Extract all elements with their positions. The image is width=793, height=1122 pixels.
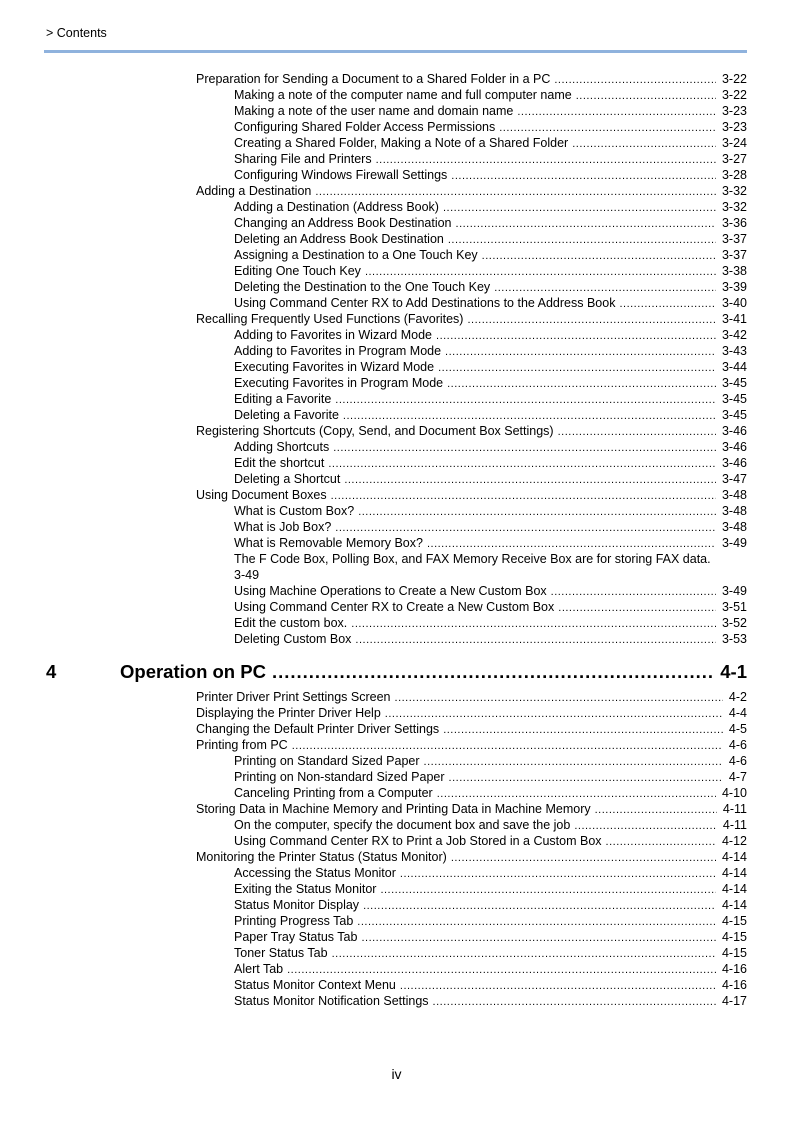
chapter-title: Operation on PC <box>120 661 266 682</box>
toc-entry-level1[interactable] <box>0 71 793 87</box>
toc-entry-title: Adding a Destination (Address Book) <box>234 200 439 214</box>
toc-entry-row <box>234 833 747 850</box>
toc-entry-level2[interactable] <box>0 785 793 801</box>
dot-leader <box>343 408 716 424</box>
toc-entry-page: 3-51 <box>721 600 747 614</box>
dot-leader <box>287 962 716 978</box>
toc-entry-title: Executing Favorites in Wizard Mode <box>234 360 435 374</box>
toc-entry-level2[interactable] <box>0 833 793 849</box>
dot-leader <box>482 248 716 264</box>
toc-entry-level1[interactable] <box>0 705 793 721</box>
toc-entry-title: Changing an Address Book Destination <box>234 216 452 230</box>
dot-leader <box>456 216 716 232</box>
toc-entry-row <box>234 263 747 280</box>
dot-leader <box>606 834 716 850</box>
toc-entry-title: Making a note of the computer name and full computer name <box>234 88 572 102</box>
toc-entry-row <box>196 721 747 738</box>
toc-entry-page: 4-11 <box>722 802 747 816</box>
toc-entry-row <box>196 801 747 818</box>
toc-entry-page: 4-4 <box>728 706 747 720</box>
toc-entry-title: Printing on Non-standard Sized Paper <box>234 770 445 784</box>
toc-entry-level2[interactable] <box>0 769 793 785</box>
dot-leader <box>365 264 716 280</box>
dot-leader <box>448 232 716 248</box>
toc-entry-level1[interactable] <box>0 487 793 503</box>
toc-entry-page: 4-17 <box>721 994 747 1008</box>
toc-entry-page: 3-53 <box>721 632 747 646</box>
toc-entry-title: Adding to Favorites in Wizard Mode <box>234 328 433 342</box>
toc-entry-title: What is Custom Box? <box>234 504 355 518</box>
toc-entry-page: 3-52 <box>721 616 747 630</box>
toc-entry-title: Status Monitor Notification Settings <box>234 994 429 1008</box>
dot-leader <box>400 866 716 882</box>
dot-leader <box>494 280 716 296</box>
toc-entry-page: 3-32 <box>721 200 747 214</box>
toc-entry-title: Recalling Frequently Used Functions (Favorites) <box>196 312 464 326</box>
toc-entry-level2[interactable] <box>0 103 793 119</box>
dot-leader <box>357 914 716 930</box>
toc-entry-page: 4-15 <box>721 930 747 944</box>
toc-entry-page: 3-36 <box>721 216 747 230</box>
toc-entry-level2[interactable] <box>0 535 793 551</box>
dot-leader <box>361 930 716 946</box>
toc-entry-page: 4-6 <box>728 738 747 752</box>
toc-entry-level2[interactable] <box>0 327 793 343</box>
toc-chapter-4[interactable] <box>0 647 793 689</box>
toc-entry-page: 4-2 <box>728 690 747 704</box>
toc-entry-page: 4-10 <box>721 786 747 800</box>
dot-leader <box>595 802 717 818</box>
toc-entry-page: 3-43 <box>721 344 747 358</box>
toc-entry-title: Accessing the Status Monitor <box>234 866 396 880</box>
toc-entry-page: 4-14 <box>721 882 747 896</box>
toc-entry-row <box>234 199 747 216</box>
toc-entry-title: Exiting the Status Monitor <box>234 882 377 896</box>
toc-entry-page: 3-24 <box>721 136 747 150</box>
toc-entry-page: 3-45 <box>721 392 747 406</box>
toc-entry-level1[interactable] <box>0 183 793 199</box>
toc-entry-title: What is Job Box? <box>234 520 332 534</box>
dot-leader <box>443 722 723 738</box>
dot-leader <box>558 424 716 440</box>
toc-entry-page: 3-39 <box>721 280 747 294</box>
toc-entry-row <box>234 103 747 120</box>
toc-entry-page: 3-41 <box>721 312 747 326</box>
dot-leader <box>395 690 723 706</box>
table-of-contents <box>0 71 793 1009</box>
toc-entry-level2[interactable] <box>0 865 793 881</box>
dot-leader <box>331 488 716 504</box>
toc-entry-title: Registering Shortcuts (Copy, Send, and Document Box Settings) <box>196 424 554 438</box>
toc-entry-level2[interactable] <box>0 961 793 977</box>
toc-entry-row <box>234 615 747 632</box>
toc-entry-page: 4-7 <box>728 770 747 784</box>
dot-leader <box>445 344 716 360</box>
toc-entry-row <box>234 151 747 168</box>
toc-entry-page: 3-46 <box>721 456 747 470</box>
toc-entry-page: 3-22 <box>721 72 747 86</box>
dot-leader <box>363 898 716 914</box>
toc-entry-level2[interactable] <box>0 87 793 103</box>
toc-entry-title: Configuring Shared Folder Access Permissions <box>234 120 496 134</box>
toc-entry-level2[interactable] <box>0 407 793 423</box>
toc-entry-level2[interactable] <box>0 151 793 167</box>
toc-entry-page: 3-45 <box>721 376 747 390</box>
toc-entry-title: Assigning a Destination to a One Touch Key <box>234 248 478 262</box>
toc-entry-row <box>196 689 747 706</box>
toc-entry-row <box>234 391 747 408</box>
toc-entry-level2[interactable] <box>0 817 793 833</box>
toc-entry-row <box>234 599 747 616</box>
toc-entry-level2[interactable] <box>0 599 793 615</box>
toc-entry-level2[interactable] <box>0 977 793 993</box>
toc-entry-level2[interactable] <box>0 615 793 631</box>
toc-entry-row <box>234 407 747 424</box>
toc-entry-page: 3-40 <box>721 296 747 310</box>
dot-leader <box>551 584 716 600</box>
toc-entry-row <box>234 455 747 472</box>
toc-entry-page: 3-49 <box>721 584 747 598</box>
toc-entry-row <box>196 71 747 88</box>
toc-entry-row <box>234 503 747 520</box>
toc-entry-page: 3-46 <box>721 424 747 438</box>
toc-entry-page: 4-14 <box>721 850 747 864</box>
toc-entry-title: Using Command Center RX to Add Destinations to the Address Book <box>234 296 616 310</box>
toc-entry-row <box>234 471 747 488</box>
toc-entry-title: Making a note of the user name and domain name <box>234 104 514 118</box>
toc-entry-title: Deleting a Favorite <box>234 408 339 422</box>
toc-entry-level2[interactable] <box>0 343 793 359</box>
dot-leader <box>447 376 716 392</box>
chapter-page: 4-1 <box>720 661 747 682</box>
toc-entry-level2[interactable] <box>0 945 793 961</box>
toc-entry-row <box>234 439 747 456</box>
toc-entry-title: Configuring Windows Firewall Settings <box>234 168 448 182</box>
toc-entry-level1[interactable] <box>0 721 793 737</box>
dot-leader <box>333 440 716 456</box>
toc-entry-row <box>234 945 747 962</box>
toc-entry-level2[interactable] <box>0 929 793 945</box>
toc-entry-level2[interactable] <box>0 231 793 247</box>
toc-entry-row <box>196 705 747 722</box>
toc-entry-level1[interactable] <box>0 801 793 817</box>
toc-entry-row <box>234 247 747 264</box>
toc-entry-level2[interactable] <box>0 583 793 599</box>
toc-entry-title: Deleting a Shortcut <box>234 472 341 486</box>
chapter-row <box>120 661 747 683</box>
toc-entry-page: 4-16 <box>721 962 747 976</box>
toc-entry-page: 4-14 <box>721 866 747 880</box>
toc-entry-row <box>234 135 747 152</box>
toc-entry-title: Using Command Center RX to Print a Job Stored in a Custom Box <box>234 834 602 848</box>
toc-entry-page: 3-47 <box>721 472 747 486</box>
dot-leader <box>438 360 716 376</box>
toc-entry-row <box>234 295 747 312</box>
toc-section-4 <box>0 689 793 1009</box>
dot-leader <box>400 978 716 994</box>
toc-entry-title: Storing Data in Machine Memory and Printing Data in Machine Memory <box>196 802 591 816</box>
toc-entry-page: 4-15 <box>721 914 747 928</box>
toc-entry-level2[interactable] <box>0 359 793 375</box>
toc-entry-row <box>234 631 747 648</box>
dot-leader <box>335 392 716 408</box>
toc-entry-title: Editing One Touch Key <box>234 264 361 278</box>
toc-entry-row <box>196 183 747 200</box>
toc-entry-row <box>234 977 747 994</box>
dot-leader <box>328 456 716 472</box>
toc-entry-level2[interactable] <box>0 519 793 535</box>
toc-entry-page: 3-32 <box>721 184 747 198</box>
toc-entry-title: Adding Shortcuts <box>234 440 330 454</box>
toc-entry-row <box>234 119 747 136</box>
toc-entry-row <box>234 817 747 834</box>
toc-entry-title: Toner Status Tab <box>234 946 328 960</box>
dot-leader <box>376 152 716 168</box>
page-number: iv <box>391 1066 402 1082</box>
toc-entry-page: 4-15 <box>721 946 747 960</box>
toc-entry-row <box>234 913 747 930</box>
toc-entry-row <box>234 231 747 248</box>
toc-entry-title: Printer Driver Print Settings Screen <box>196 690 391 704</box>
toc-entry-level1[interactable] <box>0 423 793 439</box>
dot-leader <box>517 104 716 120</box>
toc-entry-title: Using Machine Operations to Create a New Custom Box <box>234 584 547 598</box>
dot-leader <box>437 786 716 802</box>
toc-section-3 <box>0 71 793 551</box>
dot-leader <box>427 536 716 552</box>
dot-leader <box>619 296 716 312</box>
toc-entry-row <box>234 167 747 184</box>
toc-entry-page: 3-44 <box>721 360 747 374</box>
toc-entry-row <box>234 961 747 978</box>
dot-leader <box>385 706 723 722</box>
dot-leader <box>335 520 716 536</box>
toc-entry-page: 3-48 <box>721 520 747 534</box>
toc-entry-title: Paper Tray Status Tab <box>234 930 358 944</box>
toc-entry-page: 4-14 <box>721 898 747 912</box>
toc-entry-title: Sharing File and Printers <box>234 152 372 166</box>
toc-entry-level2[interactable] <box>0 279 793 295</box>
dot-leader <box>272 661 714 683</box>
toc-entry-title: Printing from PC <box>196 738 288 752</box>
toc-entry-row <box>234 535 747 552</box>
dot-leader <box>499 120 716 136</box>
toc-entry-level2[interactable] <box>0 119 793 135</box>
toc-entry-level1[interactable] <box>0 689 793 705</box>
toc-entry-level1[interactable] <box>0 849 793 865</box>
toc-entry-row <box>196 423 747 440</box>
toc-entry-title: Printing on Standard Sized Paper <box>234 754 420 768</box>
toc-entry-row <box>234 343 747 360</box>
toc-entry-page: 3-27 <box>721 152 747 166</box>
dot-leader <box>433 994 716 1010</box>
toc-entry-level2[interactable] <box>0 215 793 231</box>
dot-leader <box>436 328 716 344</box>
toc-entry-page: 4-16 <box>721 978 747 992</box>
toc-entry-title: Adding a Destination <box>196 184 312 198</box>
dot-leader <box>554 72 716 88</box>
toc-entry-level2[interactable] <box>0 247 793 263</box>
dot-leader <box>351 616 716 632</box>
toc-entry-row <box>234 865 747 882</box>
toc-entry-level2[interactable] <box>0 295 793 311</box>
toc-entry-level2[interactable] <box>0 881 793 897</box>
dot-leader <box>576 88 716 104</box>
toc-entry-title: Changing the Default Printer Driver Settings <box>196 722 440 736</box>
toc-entry-level2[interactable] <box>0 135 793 151</box>
toc-entry-title: Displaying the Printer Driver Help <box>196 706 381 720</box>
toc-entry-page: 3-46 <box>721 440 747 454</box>
toc-entry-level1[interactable] <box>0 311 793 327</box>
toc-entry-page: 3-48 <box>721 504 747 518</box>
toc-entry-level2[interactable] <box>0 391 793 407</box>
toc-entry-row <box>234 769 747 786</box>
toc-entry-level2[interactable] <box>0 263 793 279</box>
toc-entry-page: 3-42 <box>721 328 747 342</box>
toc-entry-title: Executing Favorites in Program Mode <box>234 376 444 390</box>
toc-entry-title: The F Code Box, Polling Box, and FAX Memory Receive Box are for storing FAX data. <box>234 552 711 566</box>
toc-entry-title: Status Monitor Display <box>234 898 360 912</box>
toc-entry-title: Creating a Shared Folder, Making a Note of a Shared Folder <box>234 136 569 150</box>
toc-entry-title: Monitoring the Printer Status (Status Monitor) <box>196 850 447 864</box>
toc-entry-level2[interactable] <box>0 167 793 183</box>
toc-entry-row <box>196 487 747 504</box>
toc-entry-level2[interactable] <box>0 455 793 471</box>
toc-entry-level2[interactable] <box>0 913 793 929</box>
toc-entry-row <box>234 993 747 1010</box>
toc-entry-level2[interactable] <box>0 631 793 647</box>
toc-entry-level2[interactable] <box>0 503 793 519</box>
toc-entry-page: 3-45 <box>721 408 747 422</box>
toc-entry-level2[interactable] <box>0 199 793 215</box>
toc-entry-page: 4-5 <box>728 722 747 736</box>
toc-entry-title: Deleting an Address Book Destination <box>234 232 444 246</box>
dot-leader <box>355 632 716 648</box>
toc-entry-row <box>234 215 747 232</box>
dot-leader <box>315 184 716 200</box>
toc-entry-level2[interactable] <box>0 375 793 391</box>
toc-entry-page: 3-23 <box>721 120 747 134</box>
toc-entry-page: 3-23 <box>721 104 747 118</box>
toc-entry-title: Using Command Center RX to Create a New Custom Box <box>234 600 555 614</box>
dot-leader <box>344 472 716 488</box>
toc-entry-row <box>234 359 747 376</box>
dot-leader <box>451 850 716 866</box>
dot-leader <box>292 738 723 754</box>
dot-leader <box>443 200 716 216</box>
toc-entry-page: 4-6 <box>728 754 747 768</box>
dot-leader <box>572 136 716 152</box>
toc-entry-row <box>234 881 747 898</box>
chapter-number: 4 <box>46 661 57 682</box>
toc-entry-title: Status Monitor Context Menu <box>234 978 396 992</box>
toc-entry-title: Canceling Printing from a Computer <box>234 786 433 800</box>
toc-entry-row <box>234 519 747 536</box>
toc-entry-row <box>234 897 747 914</box>
dot-leader <box>558 600 716 616</box>
toc-entry-title: On the computer, specify the document box and save the job <box>234 818 571 832</box>
toc-entry-title: Edit the shortcut <box>234 456 325 470</box>
toc-entry-title: Deleting the Destination to the One Touch Key <box>234 280 491 294</box>
toc-entry-row <box>196 849 747 866</box>
header-divider <box>44 50 747 53</box>
dot-leader <box>358 504 716 520</box>
toc-entry-page: 3-49 <box>234 568 260 582</box>
toc-entry-title: Edit the custom box. <box>234 616 348 630</box>
breadcrumb-contents-link[interactable]: > Contents <box>46 26 107 40</box>
toc-entry-title: Alert Tab <box>234 962 284 976</box>
dot-leader <box>449 770 723 786</box>
toc-entry-page: 3-22 <box>721 88 747 102</box>
toc-entry-row <box>196 311 747 328</box>
toc-entry-page: 3-28 <box>721 168 747 182</box>
toc-entry-row <box>234 753 747 770</box>
toc-entry-level2[interactable] <box>0 993 793 1009</box>
toc-entry-page: 3-37 <box>721 248 747 262</box>
toc-entry-row <box>234 785 747 802</box>
toc-entry-page: 3-38 <box>721 264 747 278</box>
toc-entry-row <box>234 929 747 946</box>
dot-leader <box>451 168 716 184</box>
toc-entry-wrapped[interactable] <box>0 551 793 583</box>
dot-leader <box>380 882 716 898</box>
toc-entry-row <box>234 327 747 344</box>
toc-entry-title: Preparation for Sending a Document to a Shared Folder in a PC <box>196 72 551 86</box>
toc-entry-row <box>196 737 747 754</box>
toc-entry-level2[interactable] <box>0 753 793 769</box>
toc-entry-page: 3-49 <box>721 536 747 550</box>
toc-entry-row <box>234 375 747 392</box>
toc-entry-level2[interactable] <box>0 897 793 913</box>
toc-entry-page: 3-48 <box>721 488 747 502</box>
toc-entry-title: Deleting Custom Box <box>234 632 352 646</box>
toc-entry-page: 3-37 <box>721 232 747 246</box>
dot-leader <box>467 312 716 328</box>
toc-entry-title: What is Removable Memory Box? <box>234 536 423 550</box>
toc-entry-title: Using Document Boxes <box>196 488 327 502</box>
toc-entry-row <box>234 87 747 104</box>
toc-entry-level2[interactable] <box>0 471 793 487</box>
toc-entry-title: Adding to Favorites in Program Mode <box>234 344 442 358</box>
toc-entry-level2[interactable] <box>0 439 793 455</box>
toc-entry-title: Printing Progress Tab <box>234 914 354 928</box>
dot-leader <box>424 754 723 770</box>
dot-leader <box>574 818 717 834</box>
dot-leader <box>332 946 716 962</box>
toc-entry-page: 4-12 <box>721 834 747 848</box>
toc-entry-row <box>234 583 747 600</box>
toc-entry-row <box>234 279 747 296</box>
toc-section-3-cont <box>0 583 793 647</box>
toc-entry-page: 4-11 <box>722 818 747 832</box>
toc-entry-level1[interactable] <box>0 737 793 753</box>
toc-entry-title: Editing a Favorite <box>234 392 332 406</box>
